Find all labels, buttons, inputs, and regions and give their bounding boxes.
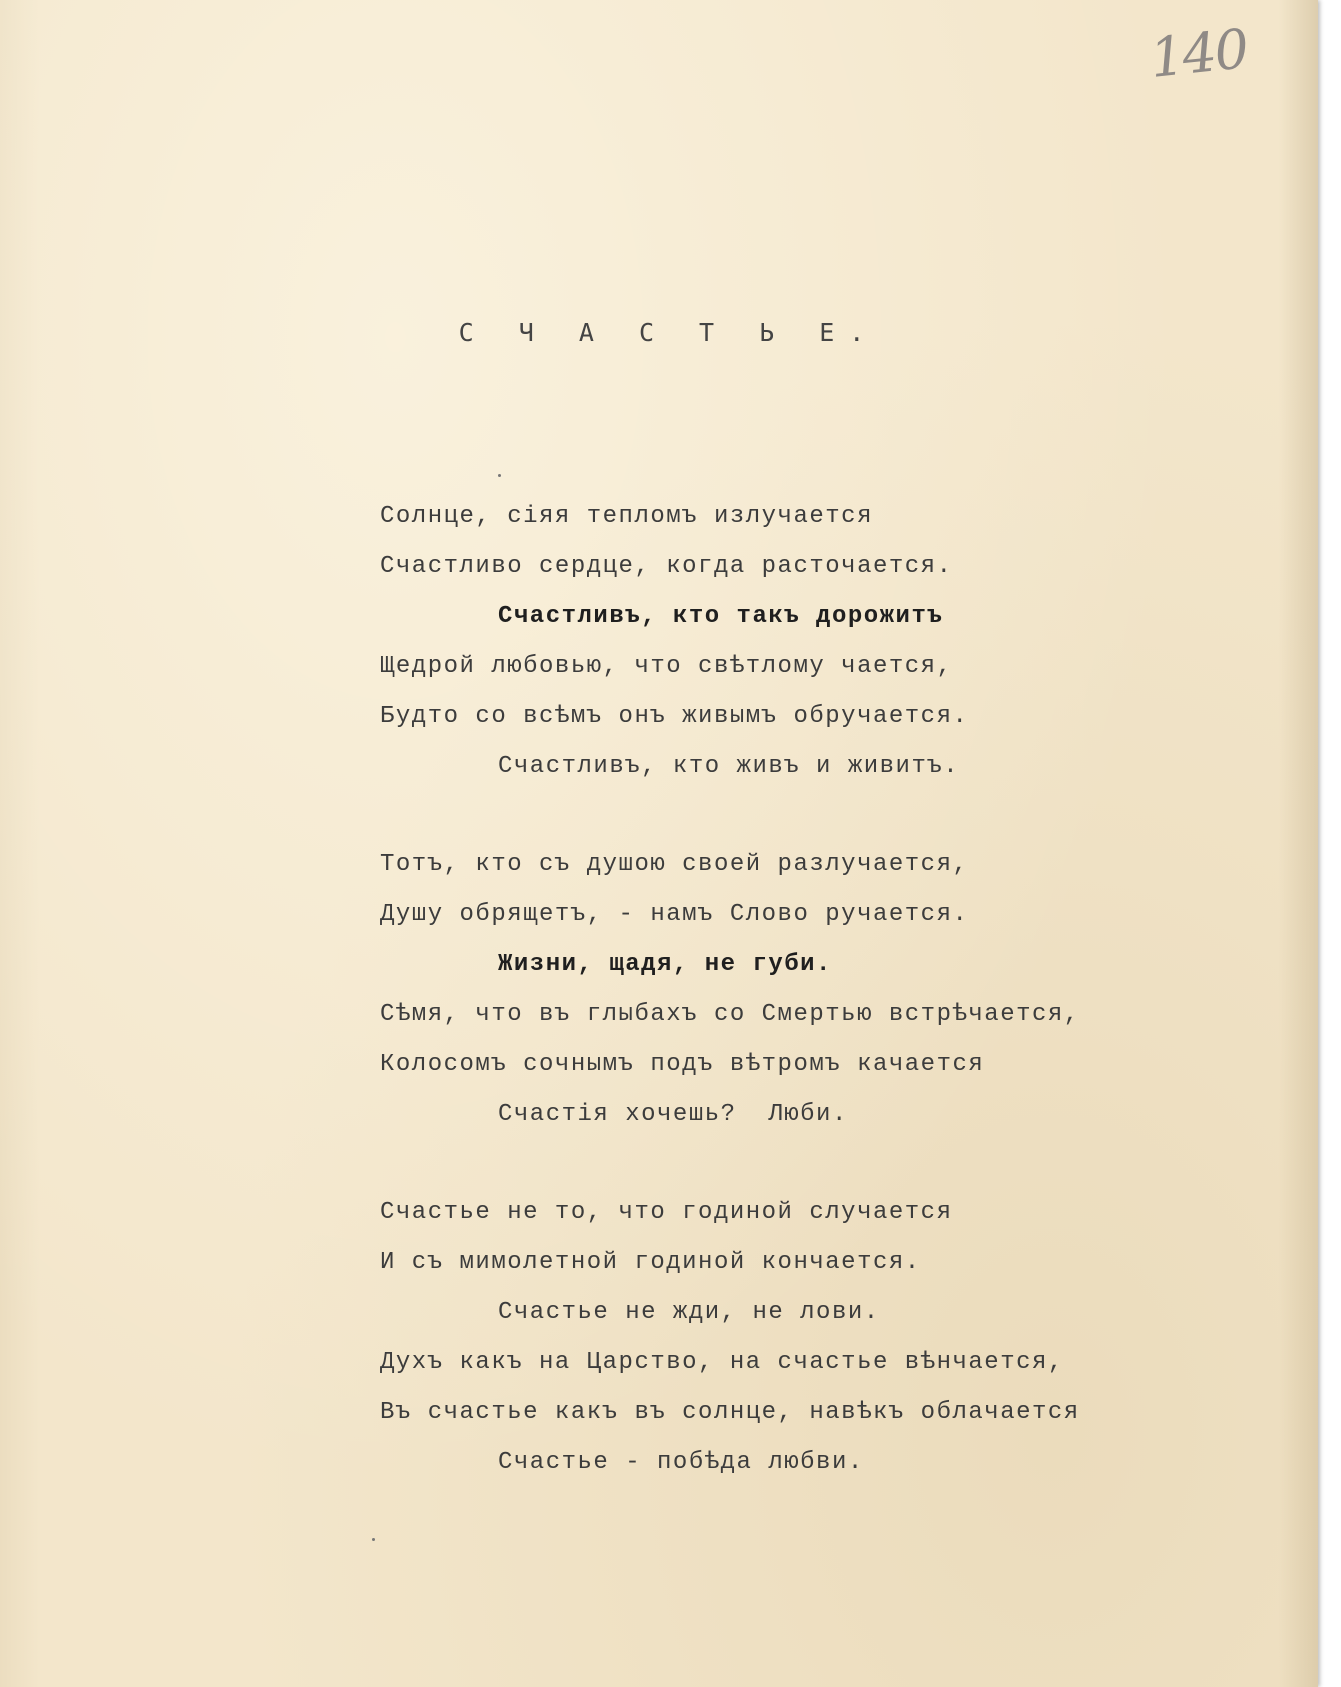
ink-speck bbox=[498, 474, 501, 477]
poem-line: Тотъ, кто съ душою своей разлучается, bbox=[380, 851, 969, 878]
poem-line: Счастливо сердце, когда расточается. bbox=[380, 553, 953, 580]
refrain-line: Счастье - побѣда любви. bbox=[498, 1449, 864, 1476]
poem-line: Сѣмя, что въ глыбахъ со Смертью встрѣчается, bbox=[380, 1001, 1080, 1028]
stanza bbox=[380, 840, 1080, 1140]
poem-line: Душу обрящетъ, - намъ Слово ручается. bbox=[380, 901, 969, 928]
stanza bbox=[380, 1188, 1080, 1488]
poem-line: Колосомъ сочнымъ подъ вѣтромъ качается bbox=[380, 1051, 985, 1078]
refrain-line: Счастiя хочешь? Люби. bbox=[498, 1101, 848, 1128]
poem-line: И съ мимолетной годиной кончается. bbox=[380, 1249, 921, 1276]
poem-body bbox=[380, 492, 1080, 1536]
refrain-line: Счастье не жди, не лови. bbox=[498, 1299, 880, 1326]
page-number: 140 bbox=[1146, 17, 1251, 90]
poem-line: Счастье не то, что годиной случается bbox=[380, 1199, 953, 1226]
refrain-line: Жизни, щадя, не губи. bbox=[498, 951, 832, 978]
refrain-line: Счастливъ, кто живъ и живитъ. bbox=[498, 753, 960, 780]
refrain-line: Счастливъ, кто такъ дорожитъ bbox=[498, 603, 944, 630]
stanza bbox=[380, 492, 1080, 792]
ink-speck bbox=[372, 1538, 375, 1541]
poem-line: Будто со всѣмъ онъ живымъ обручается. bbox=[380, 703, 969, 730]
poem-line: Въ счастье какъ въ солнце, навѣкъ облачается bbox=[380, 1399, 1080, 1426]
poem-line: Духъ какъ на Царство, на счастье вѣнчается, bbox=[380, 1349, 1064, 1376]
poem-line: Щедрой любовью, что свѣтлому чается, bbox=[380, 653, 953, 680]
poem-title: С Ч А С Т Ь Е. bbox=[458, 318, 880, 347]
poem-line: Солнце, сiяя тепломъ излучается bbox=[380, 503, 873, 530]
